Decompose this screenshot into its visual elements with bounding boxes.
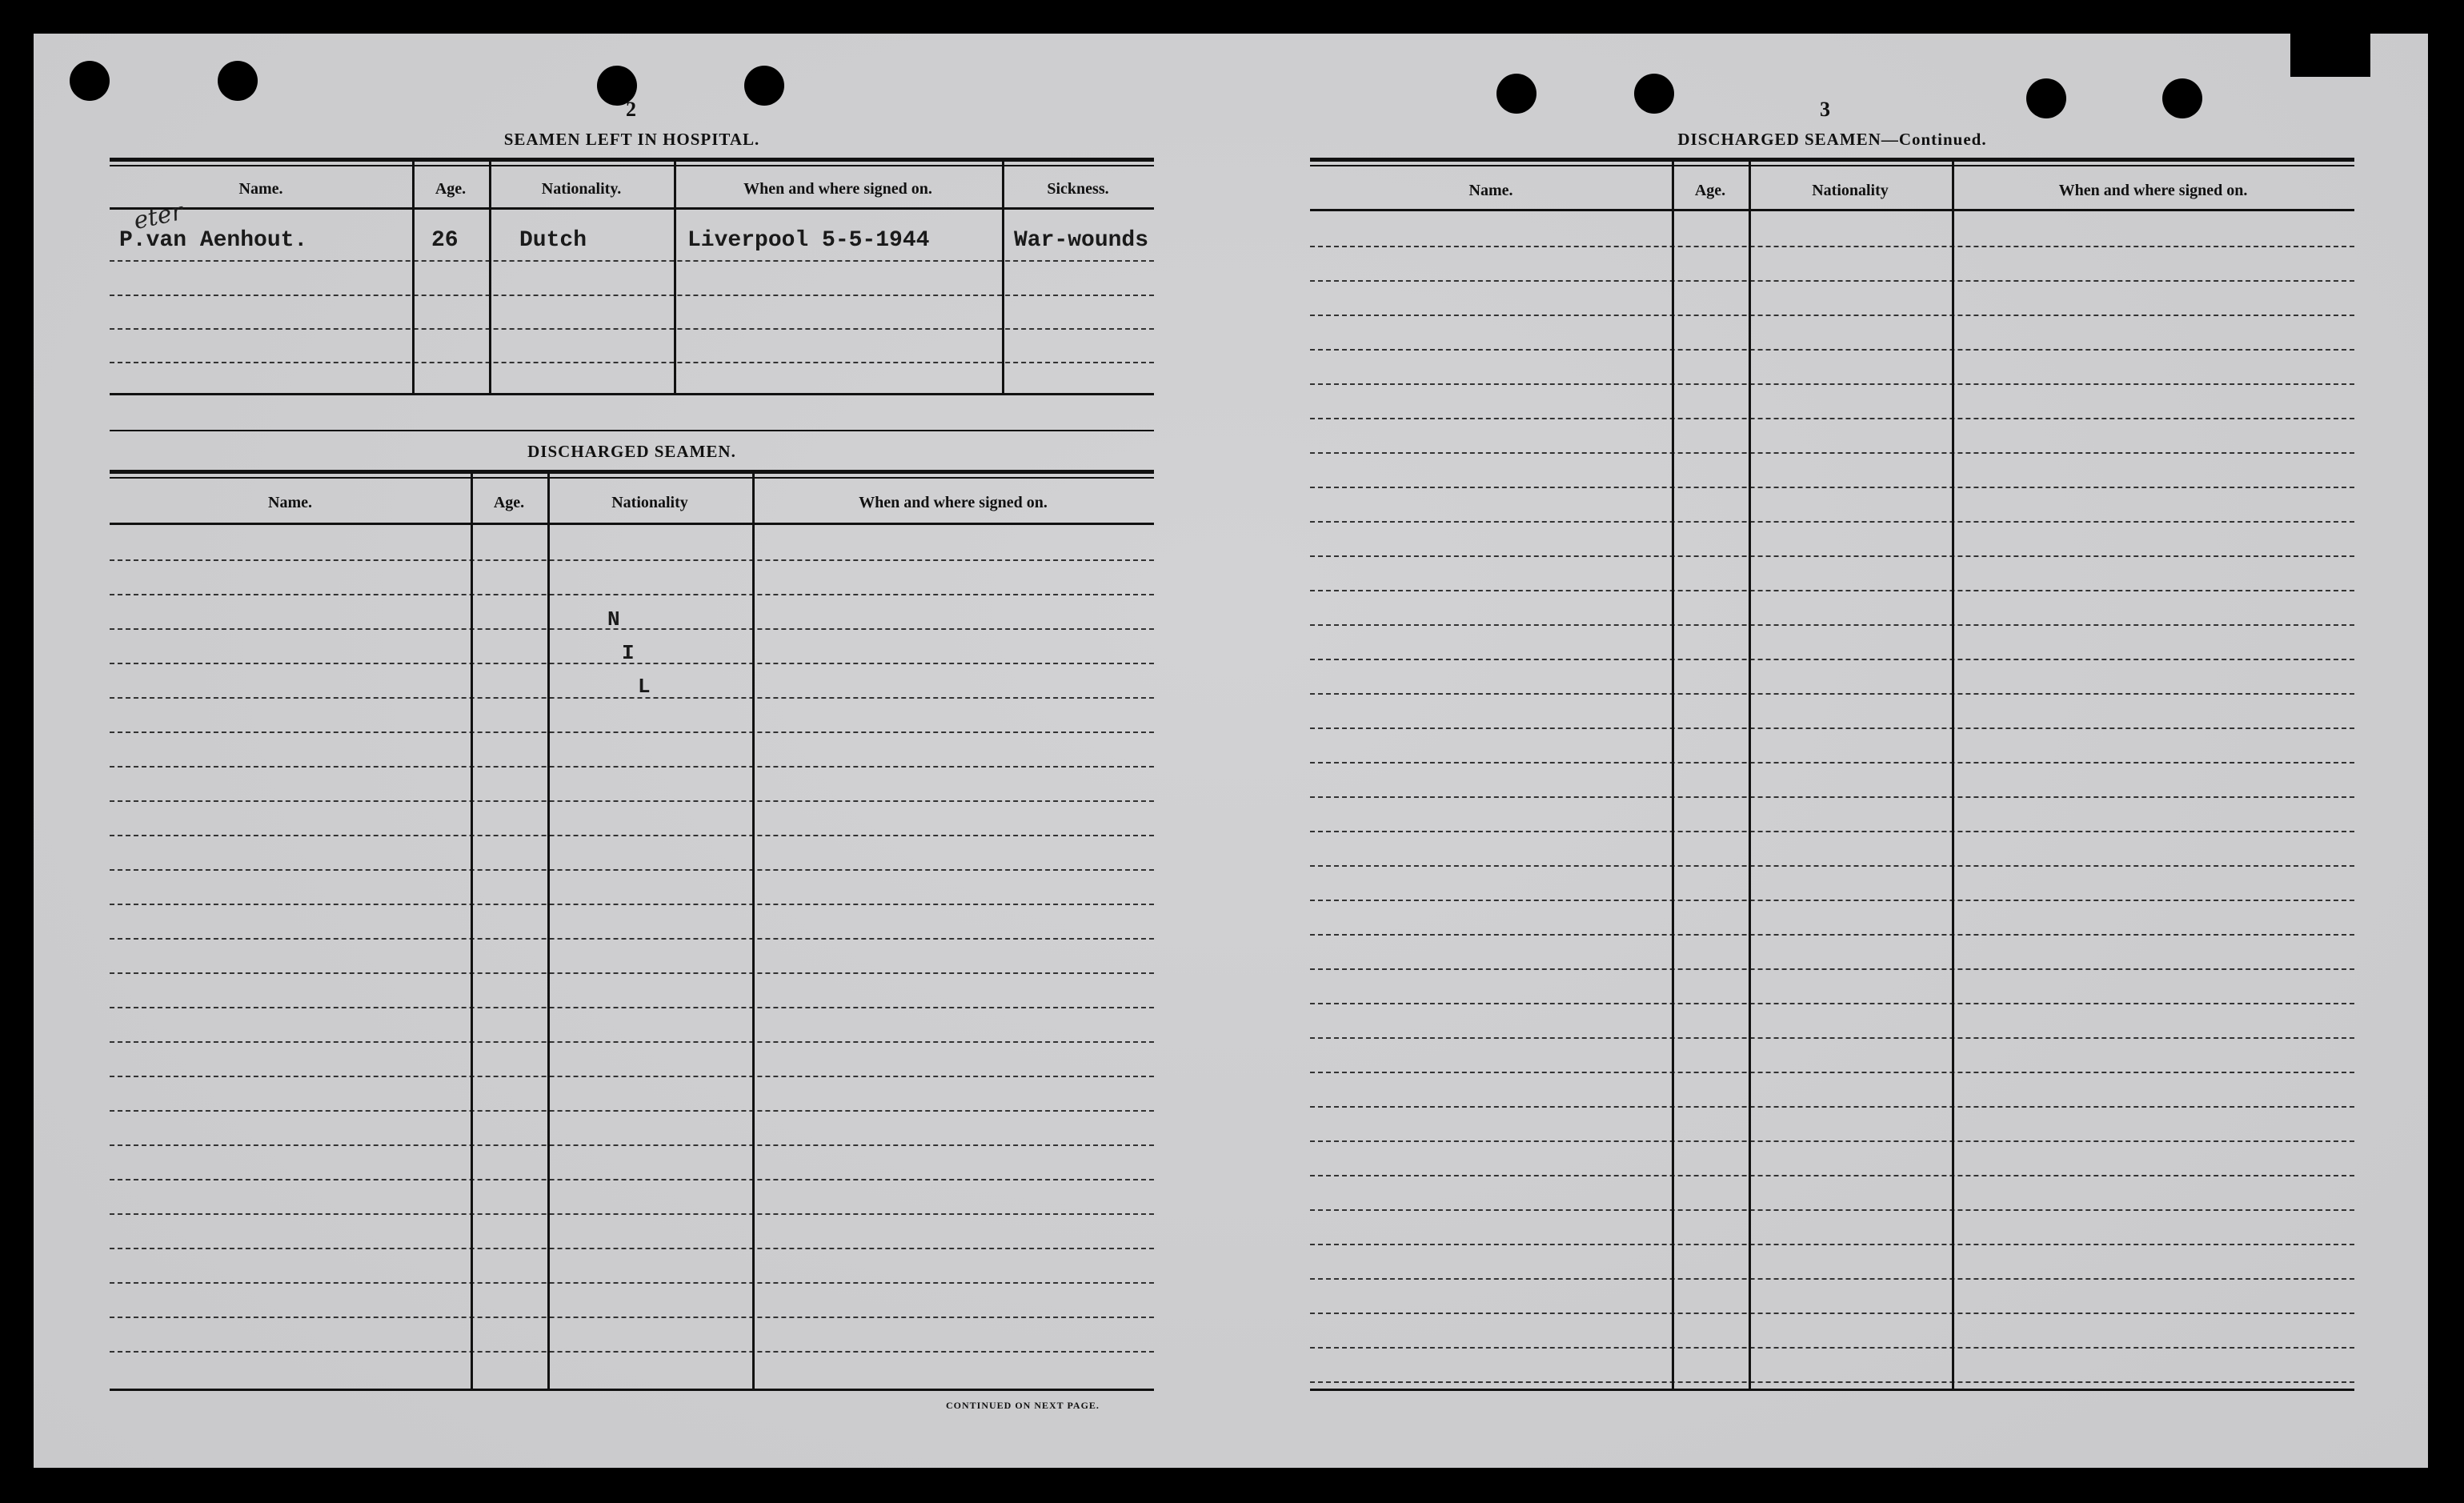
ruled-row-line (1310, 1244, 2354, 1245)
header-sickness: Sickness. (1047, 180, 1109, 198)
ruled-row-line (110, 1282, 1154, 1284)
header-signed-on: When and where signed on. (859, 494, 1048, 511)
ruled-row-line (1310, 1209, 2354, 1211)
ruled-row-line (1310, 727, 2354, 729)
ruled-row-line (110, 1351, 1154, 1353)
ruled-row-line (1310, 1037, 2354, 1039)
ruled-row-line (1310, 590, 2354, 591)
ruled-row-line (1310, 1278, 2354, 1280)
ruled-row-line (1310, 1313, 2354, 1314)
header-nationality: Nationality (1812, 182, 1889, 199)
ruled-row-line (1310, 418, 2354, 419)
ruled-row-line (1310, 900, 2354, 901)
ruled-row-line (110, 559, 1154, 561)
ruled-row-line (1310, 693, 2354, 695)
entry-signed-on: Liverpool 5-5-1944 (687, 228, 930, 253)
discharged-table-left (110, 470, 1154, 1426)
header-age: Age. (435, 180, 467, 198)
ruled-row-line (110, 1144, 1154, 1146)
punch-hole-icon (744, 66, 784, 106)
ruled-row-line (1310, 1106, 2354, 1108)
entry-sickness: War-wounds (1014, 228, 1149, 253)
header-signed-on: When and where signed on. (743, 180, 932, 198)
ruled-row-line (110, 1007, 1154, 1008)
ruled-row-line (110, 972, 1154, 974)
discharged-continued-title: DISCHARGED SEAMEN—Continued. (1677, 130, 1987, 149)
ruled-row-line (1310, 1003, 2354, 1004)
ruled-row-line (1310, 831, 2354, 832)
ruled-row-line (1310, 1347, 2354, 1349)
ruled-row-line (1310, 1140, 2354, 1142)
punch-hole-icon (2026, 78, 2066, 118)
handwritten-annotation: eter (131, 197, 186, 236)
ruled-row-line (110, 800, 1154, 802)
ruled-row-line (110, 1179, 1154, 1180)
continued-note: CONTINUED ON NEXT PAGE. (946, 1400, 1100, 1411)
ruled-row-line (1310, 624, 2354, 626)
ruled-row-line (1310, 383, 2354, 385)
ruled-row-line (110, 835, 1154, 836)
ruled-row-line (1310, 1072, 2354, 1073)
punch-hole-icon (70, 61, 110, 101)
ruled-row-line (1310, 315, 2354, 316)
ruled-row-line (1310, 968, 2354, 970)
ruled-row-line (110, 628, 1154, 630)
corner-tab (2290, 34, 2370, 77)
header-name: Name. (1468, 182, 1513, 199)
header-name: Name. (238, 180, 283, 198)
header-nationality: Nationality. (541, 180, 622, 198)
ruled-row-line (110, 1041, 1154, 1043)
ruled-row-line (110, 697, 1154, 699)
ruled-row-line (1310, 246, 2354, 247)
ruled-row-line (1310, 762, 2354, 764)
ruled-row-line (110, 1110, 1154, 1112)
ruled-row-line (110, 938, 1154, 940)
ruled-row-line (1310, 1175, 2354, 1176)
ruled-row-line (1310, 934, 2354, 936)
punch-hole-icon (1634, 74, 1674, 114)
entry-nationality: Dutch (519, 228, 587, 253)
nil-letter: I (622, 641, 635, 665)
discharged-table-right (1310, 158, 2354, 1438)
hospital-section-title: SEAMEN LEFT IN HOSPITAL. (503, 130, 760, 149)
ruled-row-line (1310, 521, 2354, 523)
ruled-row-line (1310, 487, 2354, 488)
header-signed-on: When and where signed on. (2058, 182, 2248, 199)
ledger-sheet (34, 34, 2428, 1468)
punch-hole-icon (2162, 78, 2202, 118)
ruled-row-line (1310, 796, 2354, 798)
ruled-row-line (110, 904, 1154, 905)
discharged-section-title: DISCHARGED SEAMEN. (527, 442, 736, 461)
ruled-row-line (110, 1076, 1154, 1077)
ruled-row-line (110, 766, 1154, 768)
ruled-row-line (110, 1248, 1154, 1249)
hospital-table (110, 158, 1154, 470)
page-number-left: 2 (626, 98, 636, 121)
header-name: Name. (268, 494, 312, 511)
ruled-row-line (110, 1317, 1154, 1318)
entry-name: P.van Aenhout. (119, 228, 308, 253)
ruled-row-line (1310, 1381, 2354, 1383)
header-age: Age. (1694, 182, 1726, 199)
punch-hole-icon (1496, 74, 1536, 114)
ruled-row-line (110, 869, 1154, 871)
header-nationality: Nationality (611, 494, 688, 511)
nil-letter: L (638, 675, 651, 699)
ruled-row-line (110, 594, 1154, 595)
ruled-row-line (1310, 555, 2354, 557)
header-age: Age. (493, 494, 525, 511)
nil-letter: N (607, 607, 620, 631)
punch-hole-icon (218, 61, 258, 101)
ruled-row-line (1310, 280, 2354, 282)
ruled-row-line (110, 731, 1154, 733)
ruled-row-line (1310, 452, 2354, 454)
ruled-row-line (110, 1213, 1154, 1215)
page-number-right: 3 (1820, 98, 1830, 121)
entry-age: 26 (431, 228, 459, 253)
ruled-row-line (1310, 349, 2354, 351)
ruled-row-line (1310, 865, 2354, 867)
ruled-row-line (1310, 659, 2354, 660)
